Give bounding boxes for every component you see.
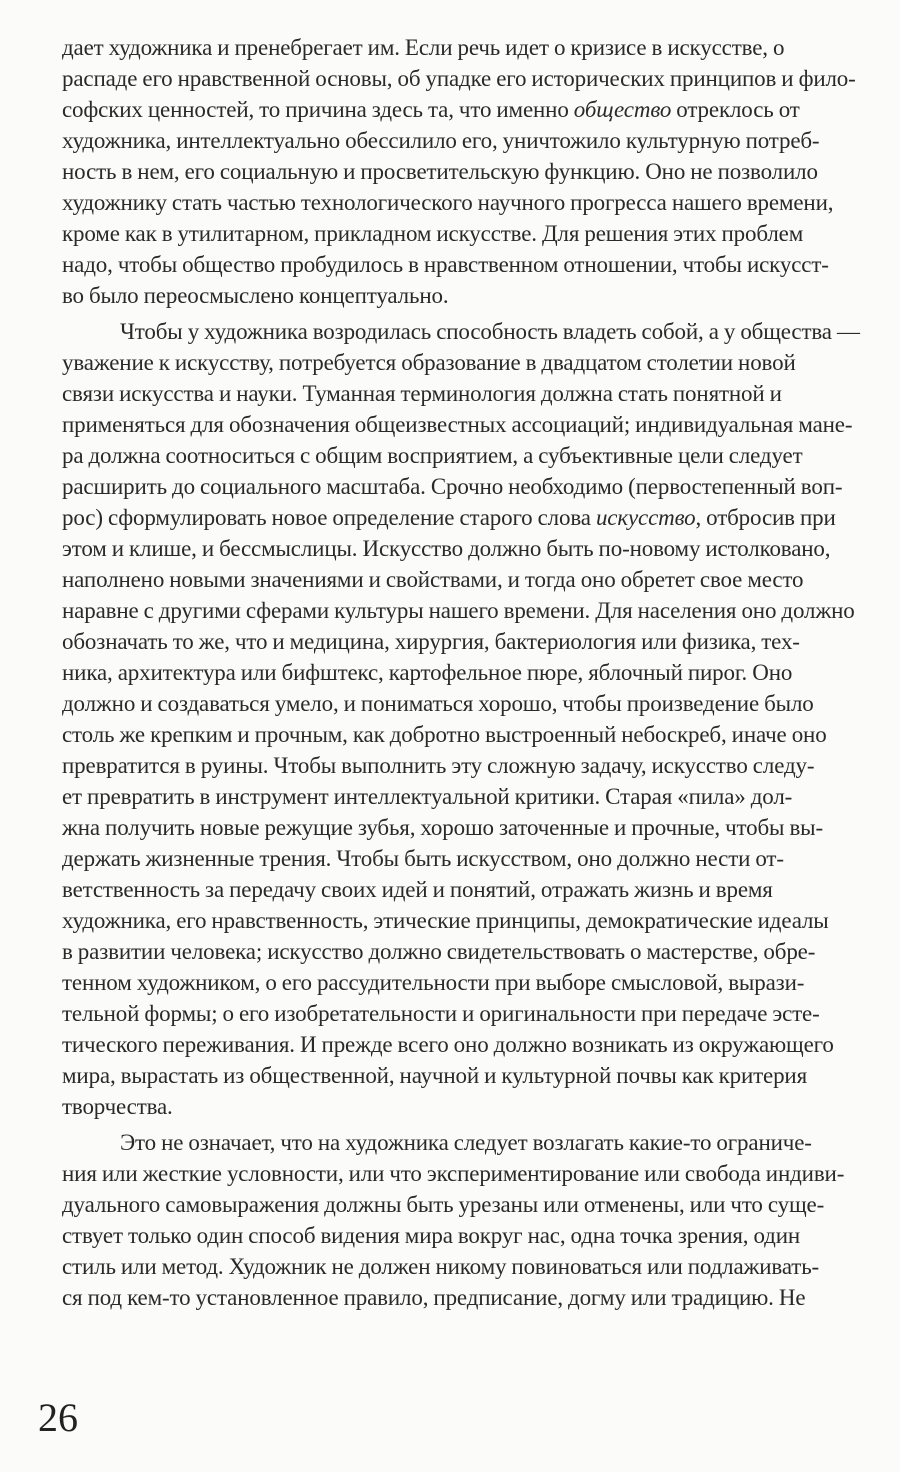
text-line: художника, интеллектуально обессилило его, уничтожило культурную потреб- bbox=[62, 128, 820, 153]
page-number: 26 bbox=[38, 1395, 78, 1440]
text-line: ника, архитектура или бифштекс, картофельное пюре, яблочный пирог. Оно bbox=[62, 660, 793, 685]
text-line: надо, чтобы общество пробудилось в нравственном отношении, чтобы искусст- bbox=[62, 252, 829, 277]
text-line: превратится в руины. Чтобы выполнить эту сложную задачу, искусство следу- bbox=[62, 753, 815, 778]
text-line: уважение к искусству, потребуется образование в двадцатом столетии новой bbox=[62, 350, 796, 375]
text-line: держать жизненные трения. Чтобы быть искусством, оно должно нести от- bbox=[62, 846, 784, 871]
text-line: мира, вырастать из общественной, научной и культурной почвы как критерия bbox=[62, 1063, 808, 1088]
text-line: распаде его нравственной основы, об упадке его исторических принципов и фило- bbox=[62, 66, 856, 91]
text-line: обозначать то же, что и медицина, хирургия, бактериология или физика, тех- bbox=[62, 629, 800, 654]
text-line: наравне с другими сферами культуры нашего времени. Для населения оно должно bbox=[62, 598, 855, 623]
text-line: ствует только один способ видения мира вокруг нас, одна точка зрения, один bbox=[62, 1223, 801, 1248]
text-line: применяться для обозначения общеизвестных ассоциаций; индивидуальная мане- bbox=[62, 412, 853, 437]
paragraph-2 bbox=[62, 316, 878, 1122]
italic-term: искусство bbox=[595, 505, 696, 530]
text-line: расширить до социального масштаба. Срочно необходимо (первостепенный воп- bbox=[62, 474, 843, 499]
text-line: наполнено новыми значениями и свойствами, и тогда оно обретет свое место bbox=[62, 567, 804, 592]
paragraph-3 bbox=[62, 1127, 878, 1313]
text-line: художника, его нравственность, этические принципы, демократические идеалы bbox=[62, 908, 829, 933]
text-line: художнику стать частью технологического научного прогресса нашего времени, bbox=[62, 190, 834, 215]
text-line: ность в нем, его социальную и просветительскую функцию. Оно не позволило bbox=[62, 159, 818, 184]
text-line: жна получить новые режущие зубья, хорошо заточенные и прочные, чтобы вы- bbox=[62, 815, 823, 840]
italic-term: общество bbox=[573, 97, 672, 122]
text-line: софских ценностей, то причина здесь та, что именно общество отреклось от bbox=[62, 97, 800, 122]
text-line: тельной формы; о его изобретательности и оригинальности при передаче эсте- bbox=[62, 1001, 820, 1026]
page-body bbox=[62, 32, 878, 1313]
text-line: во было переосмыслено концептуально. bbox=[62, 283, 449, 308]
text-line: столь же крепким и прочным, как добротно выстроенный небоскреб, иначе оно bbox=[62, 722, 827, 747]
text-line: должно и создаваться умело, и пониматься хорошо, чтобы произведение было bbox=[62, 691, 814, 716]
text-line: в развитии человека; искусство должно свидетельствовать о мастерстве, обре- bbox=[62, 939, 816, 964]
text-line: дает художника и пренебрегает им. Если речь идет о кризисе в искусстве, о bbox=[62, 35, 785, 60]
text-line: Это не означает, что на художника следует возлагать какие-то ограниче- bbox=[120, 1130, 812, 1155]
text-line: связи искусства и науки. Туманная терминология должна стать понятной и bbox=[62, 381, 782, 406]
text-line: этом и клише, и бессмыслицы. Искусство должно быть по-новому истолковано, bbox=[62, 536, 831, 561]
text-line: стиль или метод. Художник не должен никому повиноваться или подлаживать- bbox=[62, 1254, 820, 1279]
text-line: тического переживания. И прежде всего оно должно возникать из окружающего bbox=[62, 1032, 834, 1057]
text-line: ет превратить в инструмент интеллектуальной критики. Старая «пила» дол- bbox=[62, 784, 793, 809]
text-line: ветственность за передачу своих идей и понятий, отражать жизнь и время bbox=[62, 877, 773, 902]
text-line: кроме как в утилитарном, прикладном искусстве. Для решения этих проблем bbox=[62, 221, 804, 246]
text-line: дуального самовыражения должны быть урезаны или отменены, или что суще- bbox=[62, 1192, 825, 1217]
text-line: творчества. bbox=[62, 1094, 173, 1119]
text-line: тенном художником, о его рассудительности при выборе смысловой, вырази- bbox=[62, 970, 805, 995]
text-line: рос) сформулировать новое определение старого слова искусство, отбросив при bbox=[62, 505, 836, 530]
text-line: Чтобы у художника возродилась способность владеть собой, а у общества — bbox=[120, 319, 860, 344]
text-line: ния или жесткие условности, или что экспериментирование или свобода индиви- bbox=[62, 1161, 845, 1186]
text-line: ся под кем-то установленное правило, предписание, догму или традицию. Не bbox=[62, 1285, 806, 1310]
paragraph-1 bbox=[62, 32, 878, 311]
text-line: ра должна соотноситься с общим восприятием, а субъективные цели следует bbox=[62, 443, 803, 468]
